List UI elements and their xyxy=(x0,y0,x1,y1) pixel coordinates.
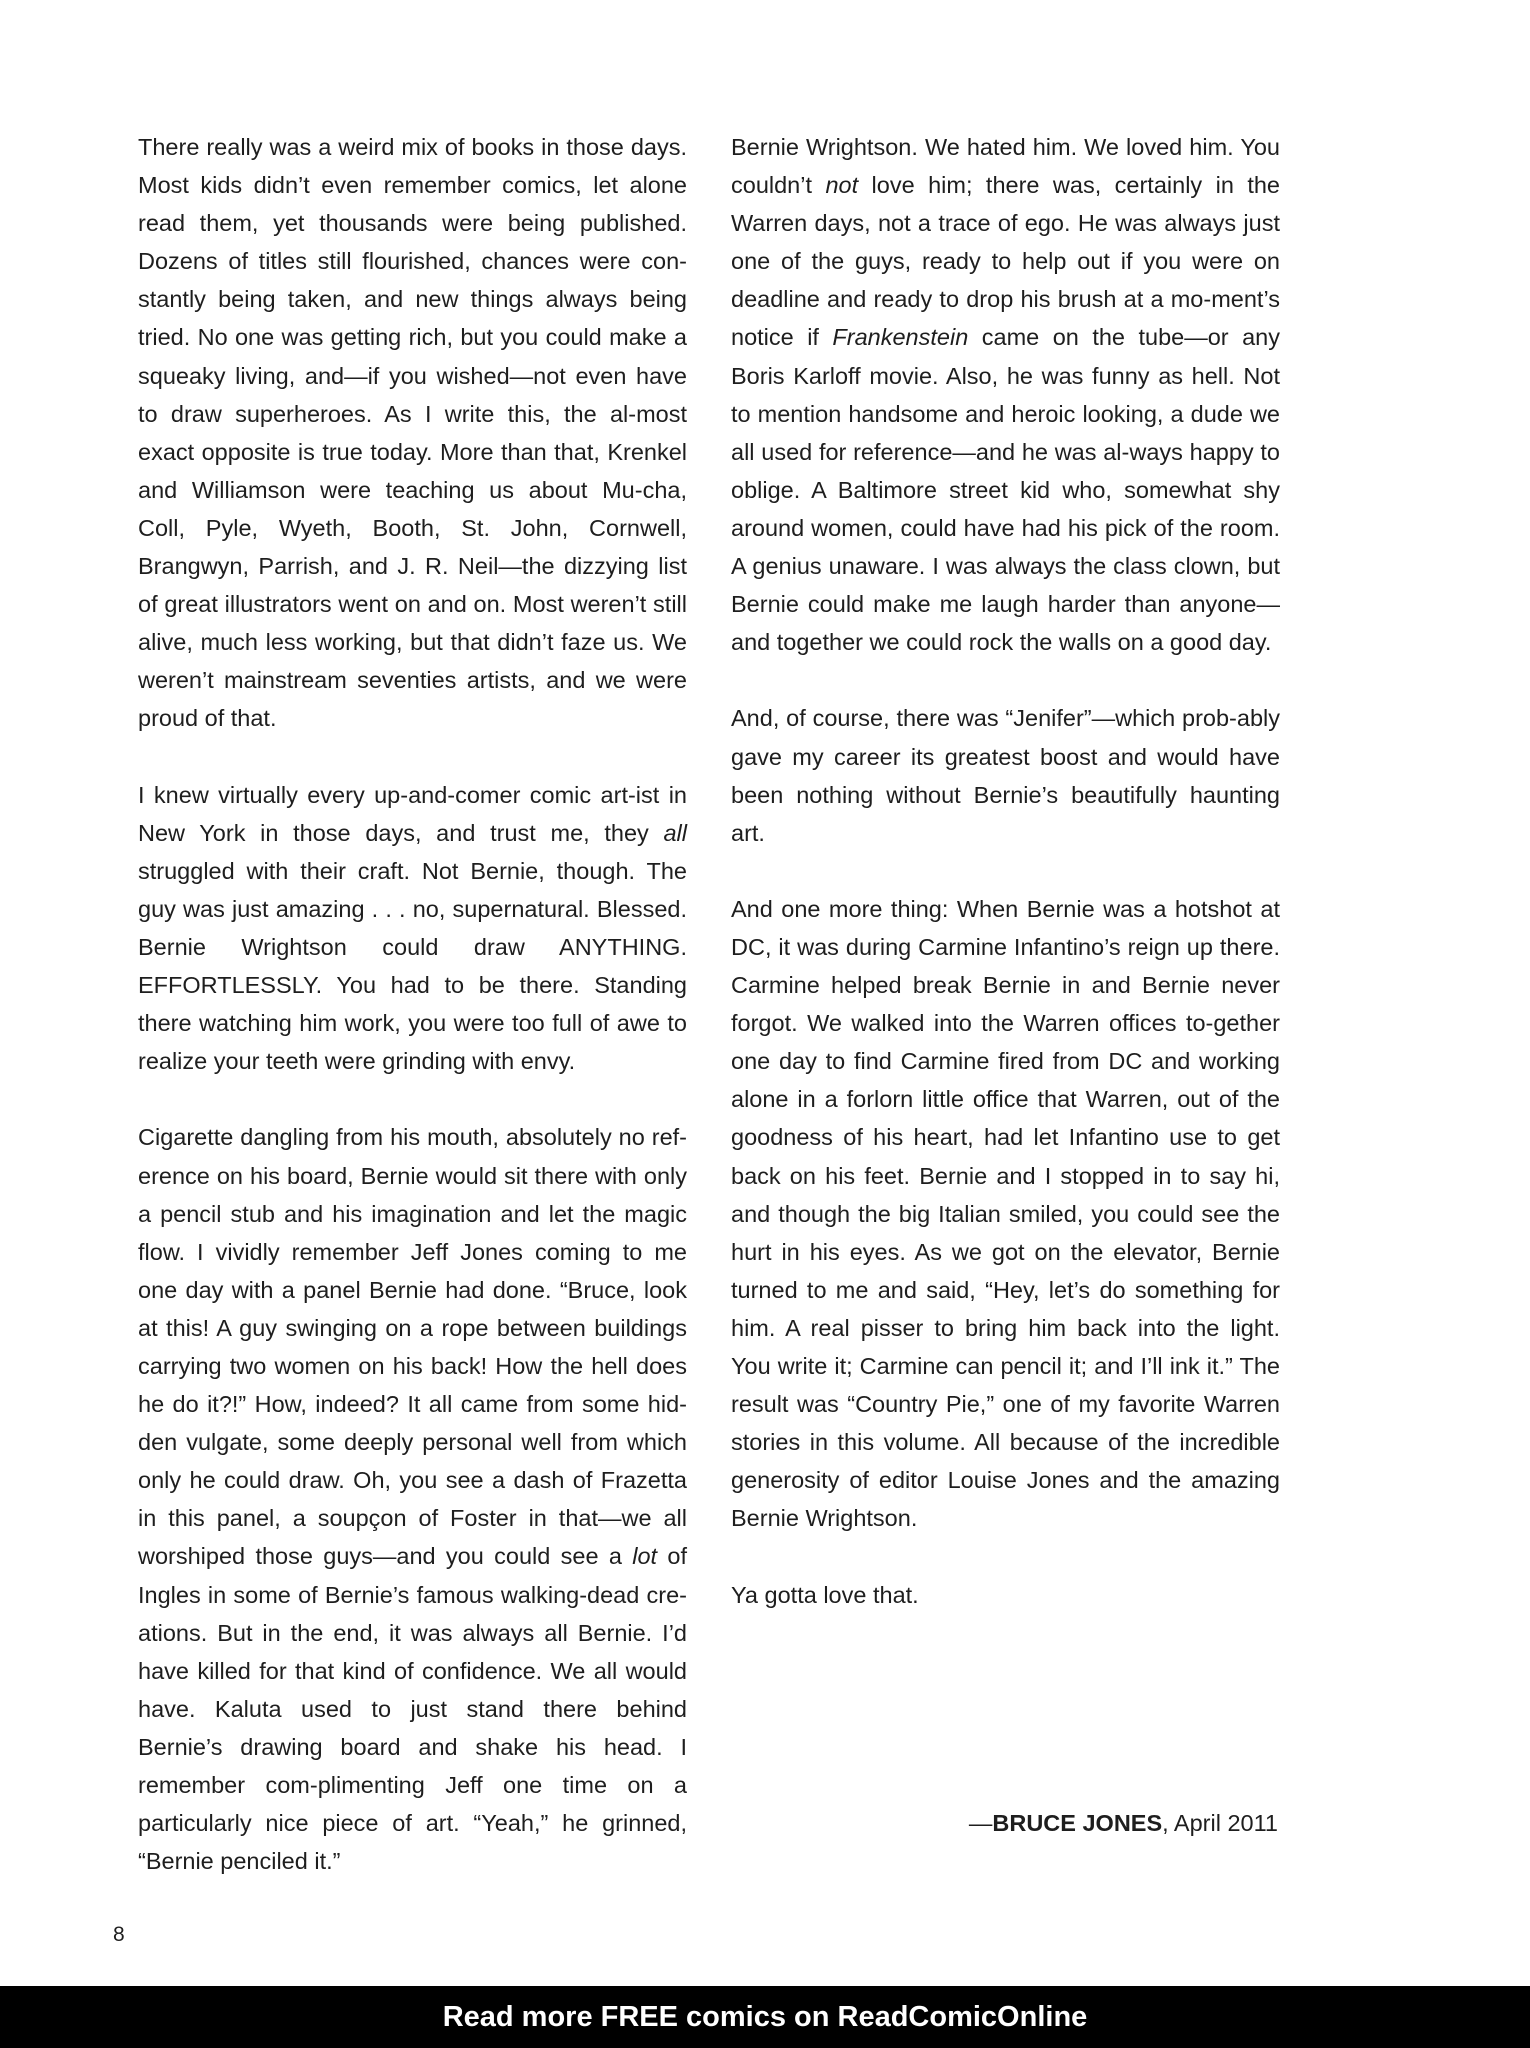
author-signature xyxy=(731,1804,1278,1842)
paragraph-text: Ya gotta love that. xyxy=(731,1581,919,1608)
footer-banner[interactable] xyxy=(0,1986,1530,2048)
author-name: BRUCE JONES xyxy=(992,1810,1163,1836)
footer-banner-text[interactable]: Read more FREE comics on ReadComicOnline xyxy=(442,2000,1088,2033)
paragraph xyxy=(731,1576,1280,1614)
paragraph xyxy=(138,1118,687,1880)
paragraph-text: There really was a weird mix of books in those days. Most kids didn’t even remember comics, let alone read them, yet thousands were being published. Dozens of titles still flourished, chances were con-stantly being taken, and new things always being tried. No one was getting rich, but you could make a squeaky living, and—if you wished—not even have to draw superheroes. As I write this, the al-most exact opposite is true today. More than that, Krenkel and Williamson were teaching us about Mu-cha, Coll, Pyle, Wyeth, Booth, St. John, Cornwell, Brangwyn, Parrish, and J. R. Neil—the dizzying list of great illustrators went on and on. Most weren’t still alive, much less working, but that didn’t faze us. We weren’t mainstream seventies artists, and we were proud of that. xyxy=(138,134,687,732)
paragraph-text: Cigarette dangling from his mouth, absolutely no ref-erence on his board, Bernie would sit there with only a pencil stub and his imagination and let the magic flow. I vividly remember Jeff Jones coming to me one day with a panel Bernie had done. “Bruce, look at this! A guy swinging on a rope between buildings carrying two women on his back! How the hell does he do it?!” How, indeed? It all came from some hid-den vulgate, some deeply personal well from which only he could draw. Oh, you see a dash of Frazetta in this panel, a soupçon of Foster in that—we all worshiped those guys—and you could see a xyxy=(138,1124,687,1570)
paragraph-text: And one more thing: When Bernie was a hotshot at DC, it was during Carmine Infantino’s reign up there. Carmine helped break Bernie in and Bernie never forgot. We walked into the Warren offices to-gether one day to find Carmine fired from DC and working alone in a forlorn little office that Warren, out of the goodness of his heart, had let Infantino use to get back on his feet. Bernie and I stopped in to say hi, and though the big Italian smiled, you could see the hurt in his eyes. As we got on the elevator, Bernie turned to me and said, “Hey, let’s do something for him. A real pisser to bring him back into the light. You write it; Carmine can pencil it; and I’ll ink it.” The result was “Country Pie,” one of my favorite Warren stories in this volume. All because of the incredible generosity of editor Louise Jones and the amazing Bernie Wrightson. xyxy=(731,895,1280,1532)
paragraph-text: struggled with their craft. Not Bernie, though. The guy was just amazing . . . no, supernatural. Blessed. Bernie Wrightson could draw ANYTHING. EFFORTLESSLY. You had to be there. Standing there watching him work, you were too full of awe to realize your teeth were grinding with envy. xyxy=(138,857,687,1075)
signature-dash: — xyxy=(968,1810,993,1836)
emphasis: all xyxy=(663,819,687,846)
left-column xyxy=(138,128,687,1880)
emphasis: Frankenstein xyxy=(832,324,969,351)
paragraph xyxy=(138,776,687,1081)
paragraph xyxy=(731,890,1280,1538)
paragraph-text: I knew virtually every up-and-comer comic art-ist in New York in those days, and trust me, they xyxy=(138,781,687,846)
paragraph xyxy=(138,128,687,738)
paragraph-text: love him; there was, certainly in the Warren days, not a trace of ego. He was always just one of the guys, ready to help out if you were on deadline and ready to drop his brush at a mo-ment’s notice if xyxy=(731,172,1280,351)
signature-date: , April 2011 xyxy=(1162,1810,1278,1836)
paragraph-text: came on the tube—or any Boris Karloff movie. Also, he was funny as hell. Not to mention handsome and heroic looking, a dude we all used for reference—and he was al-ways happy to oblige. A Baltimore street kid who, somewhat shy around women, could have had his pick of the room. A genius unaware. I was always the class clown, but Bernie could make me laugh harder than anyone—and together we could rock the walls on a good day. xyxy=(731,324,1280,656)
emphasis: not xyxy=(825,172,859,199)
paragraph-text: And, of course, there was “Jenifer”—which prob-ably gave my career its greatest boost and would have been nothing without Bernie’s beautifully haunting art. xyxy=(731,705,1280,846)
right-column xyxy=(731,128,1280,1614)
paragraph-text: of Ingles in some of Bernie’s famous walking-dead cre-ations. But in the end, it was always all Bernie. I’d have killed for that kind of confidence. We all would have. Kaluta used to just stand there behind Bernie’s drawing board and shake his head. I remember com-plimenting Jeff one time on a particularly nice piece of art. “Yeah,” he grinned, “Bernie penciled it.” xyxy=(138,1543,687,1875)
paragraph xyxy=(731,699,1280,851)
page-number: 8 xyxy=(113,1923,125,1946)
paragraph xyxy=(731,128,1280,661)
emphasis: lot xyxy=(632,1543,658,1570)
paragraph-text: Bernie Wrightson. We hated him. We loved him. You couldn’t xyxy=(731,134,1280,199)
